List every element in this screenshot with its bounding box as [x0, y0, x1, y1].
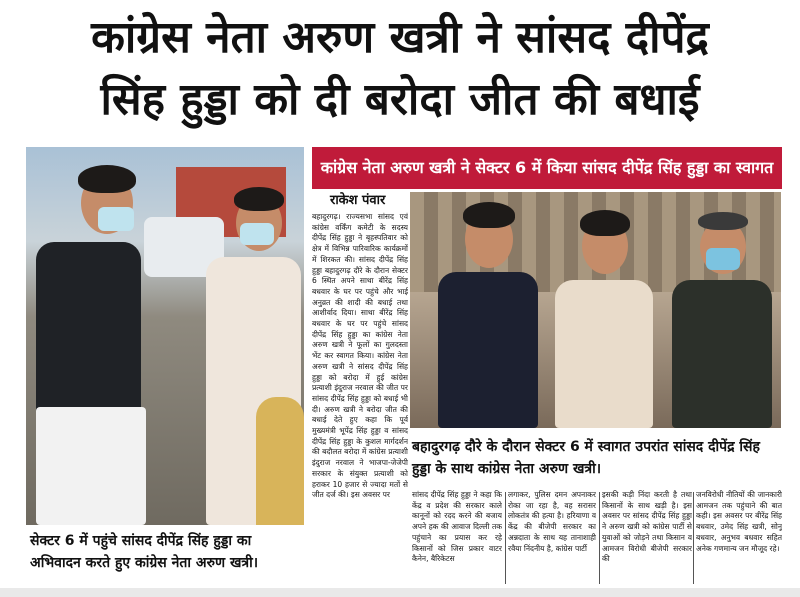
face-mask-icon [98, 207, 134, 231]
person-vest [36, 242, 141, 422]
person-hair [78, 165, 136, 193]
person-vest [438, 272, 538, 428]
face-mask-icon [240, 223, 274, 245]
bouquet-shape [256, 397, 304, 525]
person-hair [580, 210, 630, 236]
headline-line-2: सिंह हुड्डा को दी बरोदा जीत की बधाई [100, 74, 700, 125]
photo-left [26, 147, 304, 525]
photo-right [410, 192, 781, 428]
article-column: बहादुरगढ़। राज्यसभा सांसद एवं कांग्रेस वर्किंग कमेटी के सदस्य दीपेंद्र सिंह हुड्डा ने बृहस्पतिवार को क्षेत्र में विभिन्न पारिवारिक कार्यक्रमों में शिरकत की। सांसद दीपेंद्र सिंह हुड्डा बहादुरगढ़ दौरे के दौरान सेक्टर 6 स्थित अपने साथा बीरेंद्र सिंह बधवार के घर पर पहुंचे और भाई अनुव्रत की शादी की बधाई तथा आशीर्वाद दिया। साथा बीरेंद्र सिंह बधवार के घर पर पहुंचे सांसद दीपेंद्र सिंह हुड्डा का कांग्रेस नेता अरुण खत्री ने फूलों का गुलदस्ता भेंट कर स्वागत किया। कांग्रेस नेता अरुण खत्री ने सांसद दीपेंद्र सिंह हुड्डा को बरोदा में हुई कांग्रेस प्रत्याशी इंदुराज नरवाल की जीत पर सांसद दीपेंद्र सिंह हुड्डा को बधाई भी दी। अरुण खत्री ने बरोदा जीत की बधाई देते हुए कहा कि पूर्व मुख्यमंत्री भूपेंद्र सिंह हुड्डा व सांसद दीपेंद्र सिंह हुड्डा के कुशल मार्गदर्शन की बदौलत बरोदा में कांग्रेस प्रत्याशी इंदुराज नरवाल ने भाजपा-जेजेपी सरकार के संयुक्त प्रत्याशी को हराकर 10 हजार से ज्यादा मतों से जीत दर्ज की। इस अवसर पर [312, 212, 408, 500]
column-divider [599, 492, 600, 584]
bottom-column-1: सांसद दीपेंद्र सिंह हुड्डा ने कहा कि केंद्र व प्रदेश की सरकार काले कानूनों को रदद करने की बजाय अपने हक की आवाज दिल्ली तक पहुंचाने का प्रयास कर रहे किसानों को जिस प्रकार वाटर कैनेन, बैरिकेटस [412, 490, 502, 564]
article-banner: कांग्रेस नेता अरुण खत्री ने सेक्टर 6 में किया सांसद दीपेंद्र सिंह हुड्डा का स्वागत [312, 147, 782, 189]
person-hair [463, 202, 515, 228]
photo-caption-left: सेक्टर 6 में पहुंचे सांसद दीपेंद्र सिंह हुड्डा का अभिवादन करते हुए कांग्रेस नेता अरुण खत्री। [30, 533, 259, 571]
byline: राकेश पंवार [330, 193, 386, 208]
next-article-cutoff [0, 588, 800, 597]
person-hair [698, 212, 748, 230]
photo-caption-right: बहादुरगढ़ दौरे के दौरान सेक्टर 6 में स्वागत उपरांत सांसद दीपेंद्र सिंह हुड्डा के साथ कांग्रेस नेता अरुण खत्री। [412, 439, 760, 477]
person-hair [234, 187, 284, 211]
person-kurta [555, 280, 653, 428]
column-divider [693, 492, 694, 584]
person-kurta [36, 407, 146, 525]
bottom-column-3: इसकी कड़ी निंदा करती है तथा किसानों के साथ खड़ी है। इस अवसर पर सांसद दीपेंद्र सिंह हुड्डा ने अरुण खत्री को कांग्रेस पार्टी से युवाओं को जोड़ने तथा किसान व आमजन विरोधी बीजेपी सरकार की [602, 490, 692, 564]
headline-line-1: कांग्रेस नेता अरुण खत्री ने सांसद दीपेंद्र [91, 12, 709, 63]
person-vest [672, 280, 772, 428]
column-divider [505, 492, 506, 584]
bottom-column-4: जनविरोधी नीतियों की जानकारी आमजन तक पहुंचाने की बात कही। इस अवसर पर बीरेंद्र सिंह बधवार, उमेद सिंह खत्री, सोनू बधवार, अनुभव बधवार सहित अनेक गणमान्य जन मौजूद रहे। [696, 490, 782, 553]
bottom-column-2: लगाकर, पुलिस दमन अपनाकर रोका जा रहा है, वह सरासर लोकतंत्र की हत्या है। हरियाणा व केंद्र की बीजेपी सरकार का अन्नदाता के साथ यह तानाशाही रवैया निंदनीय है, कांग्रेस पार्टी [508, 490, 596, 553]
face-mask-icon [706, 248, 740, 270]
